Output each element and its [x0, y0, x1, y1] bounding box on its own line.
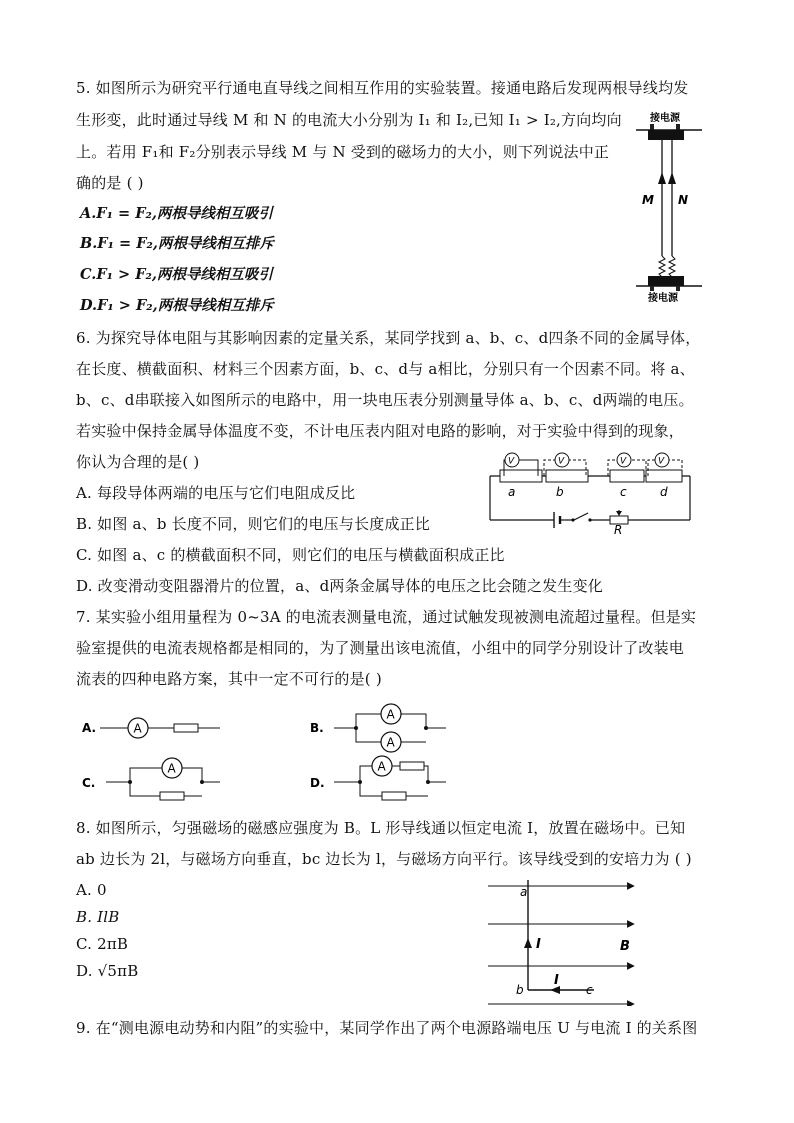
q7-circuit-a-label: A. — [82, 721, 97, 735]
q6-voltmeter-4-label: V — [658, 456, 665, 467]
q7-circuit-b-label: B. — [310, 721, 324, 735]
q7-circuit-options-figure — [76, 700, 456, 810]
q5-wire-n-label: N — [678, 193, 689, 207]
q8-current-horizontal-label: I — [554, 973, 559, 988]
q7-line-3: 流表的四种电路方案，其中一定不可行的是( ) — [76, 670, 382, 688]
q6-line-4: 若实验中保持金属导体温度不变，不计电压表内阻对电路的影响，对于实验中得到的现象， — [76, 422, 685, 440]
q6-line-3: b、c、d串联接入如图所示的电路中，用一块电压表分别测量导体 a、b、c、d两端的电压。 — [76, 391, 694, 409]
q6-voltmeter-2-label: V — [558, 456, 565, 467]
q7-circuit-d-label: D. — [310, 776, 325, 790]
q5-top-block — [648, 130, 684, 140]
q8-point-c-label: c — [586, 983, 593, 997]
q7-b-ammeter-1-label: A — [386, 707, 395, 722]
q7-circuit-c-label: C. — [82, 776, 96, 790]
q7-line-2: 验室提供的电流表规格都是相同的，为了测量出该电流值，小组中的同学分别设计了改装电 — [76, 639, 685, 657]
q5-line-3: 上。若用 F₁和 F₂分别表示导线 M 与 N 受到的磁场力的大小，则下列说法中正 — [76, 143, 610, 161]
q6-option-a: A. 每段导体两端的电压与它们电阻成反比 — [76, 484, 356, 502]
q6-label-b: b — [556, 485, 564, 499]
q5-line-1: 5. 如图所示为研究平行通电直导线之间相互作用的实验装置。接通电路后发现两根导线均发 — [76, 79, 689, 97]
q8-option-c: C. 2πB — [76, 935, 129, 953]
q5-line-4: 确的是 ( ) — [76, 174, 144, 192]
q7-a-ammeter-label: A — [133, 721, 142, 736]
q7-d-ammeter-label: A — [377, 759, 386, 774]
q5-bottom-power-label: 接电源 — [648, 293, 678, 304]
q8-point-a-label: a — [520, 885, 528, 899]
q8-line-1: 8. 如图所示，匀强磁场的磁感应强度为 B。L 形导线通以恒定电流 I，放置在磁场中。已知 — [76, 819, 686, 837]
q8-option-d: D. √5πB — [76, 962, 139, 980]
q6-option-d: D. 改变滑动变阻器滑片的位置，a、d两条金属导体的电压之比会随之发生变化 — [76, 577, 603, 595]
q6-label-d: d — [660, 485, 668, 499]
q8-magnetic-field-figure — [486, 876, 642, 1006]
q6-rheostat-label: R — [614, 523, 623, 534]
q9-line-1: 9. 在“测电源电动势和内阻”的实验中，某同学作出了两个电源路端电压 U 与电流 I 的关系图 — [76, 1019, 698, 1037]
q5-bottom-block — [648, 276, 684, 286]
q6-option-c: C. 如图 a、c 的横截面积不同，则它们的电压与横截面积成正比 — [76, 546, 505, 564]
q5-option-c: C.F₁ > F₂,两根导线相互吸引 — [80, 266, 273, 283]
q8-point-b-label: b — [516, 983, 524, 997]
q5-option-a: A.F₁ = F₂,两根导线相互吸引 — [80, 205, 273, 222]
q8-current-vertical-label: I — [536, 937, 541, 952]
q5-wire-apparatus-figure — [632, 108, 704, 304]
q5-wire-m-label: M — [642, 193, 654, 207]
q6-line-5: 你认为合理的是( ) — [76, 453, 200, 471]
q6-label-c: c — [620, 485, 627, 499]
q7-b-ammeter-2-label: A — [386, 735, 395, 750]
q8-option-a: A. 0 — [76, 881, 107, 899]
q6-line-2: 在长度、横截面积、材料三个因素方面，b、c、d与 a相比，分别只有一个因素不同。将 a、 — [76, 360, 695, 378]
q5-line-2: 生形变，此时通过导线 M 和 N 的电流大小分别为 I₁ 和 I₂,已知 I₁ > I₂,方向均向 — [76, 111, 622, 129]
q7-c-ammeter-label: A — [167, 761, 176, 776]
q6-voltmeter-3-label: V — [620, 456, 627, 467]
q8-line-2: ab 边长为 2l，与磁场方向垂直，bc 边长为 l，与磁场方向平行。该导线受到的安培力为 ( ) — [76, 850, 692, 868]
q5-top-power-label: 接电源 — [650, 113, 680, 124]
q6-series-circuit-figure — [486, 448, 696, 534]
q8-option-b: B. IlB — [76, 908, 120, 926]
q6-option-b: B. 如图 a、b 长度不同，则它们的电压与长度成正比 — [76, 515, 431, 533]
q8-field-label: B — [620, 939, 630, 954]
q5-option-b: B.F₁ = F₂,两根导线相互排斥 — [80, 235, 274, 252]
q5-option-d: D.F₁ > F₂,两根导线相互排斥 — [80, 297, 274, 314]
q6-voltmeter-1-label: V — [508, 456, 515, 467]
q6-line-1: 6. 为探究导体电阻与其影响因素的定量关系，某同学找到 a、b、c、d四条不同的金属导体， — [76, 329, 701, 347]
q7-line-1: 7. 某实验小组用量程为 0~3A 的电流表测量电流，通过试触发现被测电流超过量程。但是实 — [76, 608, 697, 626]
q6-label-a: a — [508, 485, 516, 499]
